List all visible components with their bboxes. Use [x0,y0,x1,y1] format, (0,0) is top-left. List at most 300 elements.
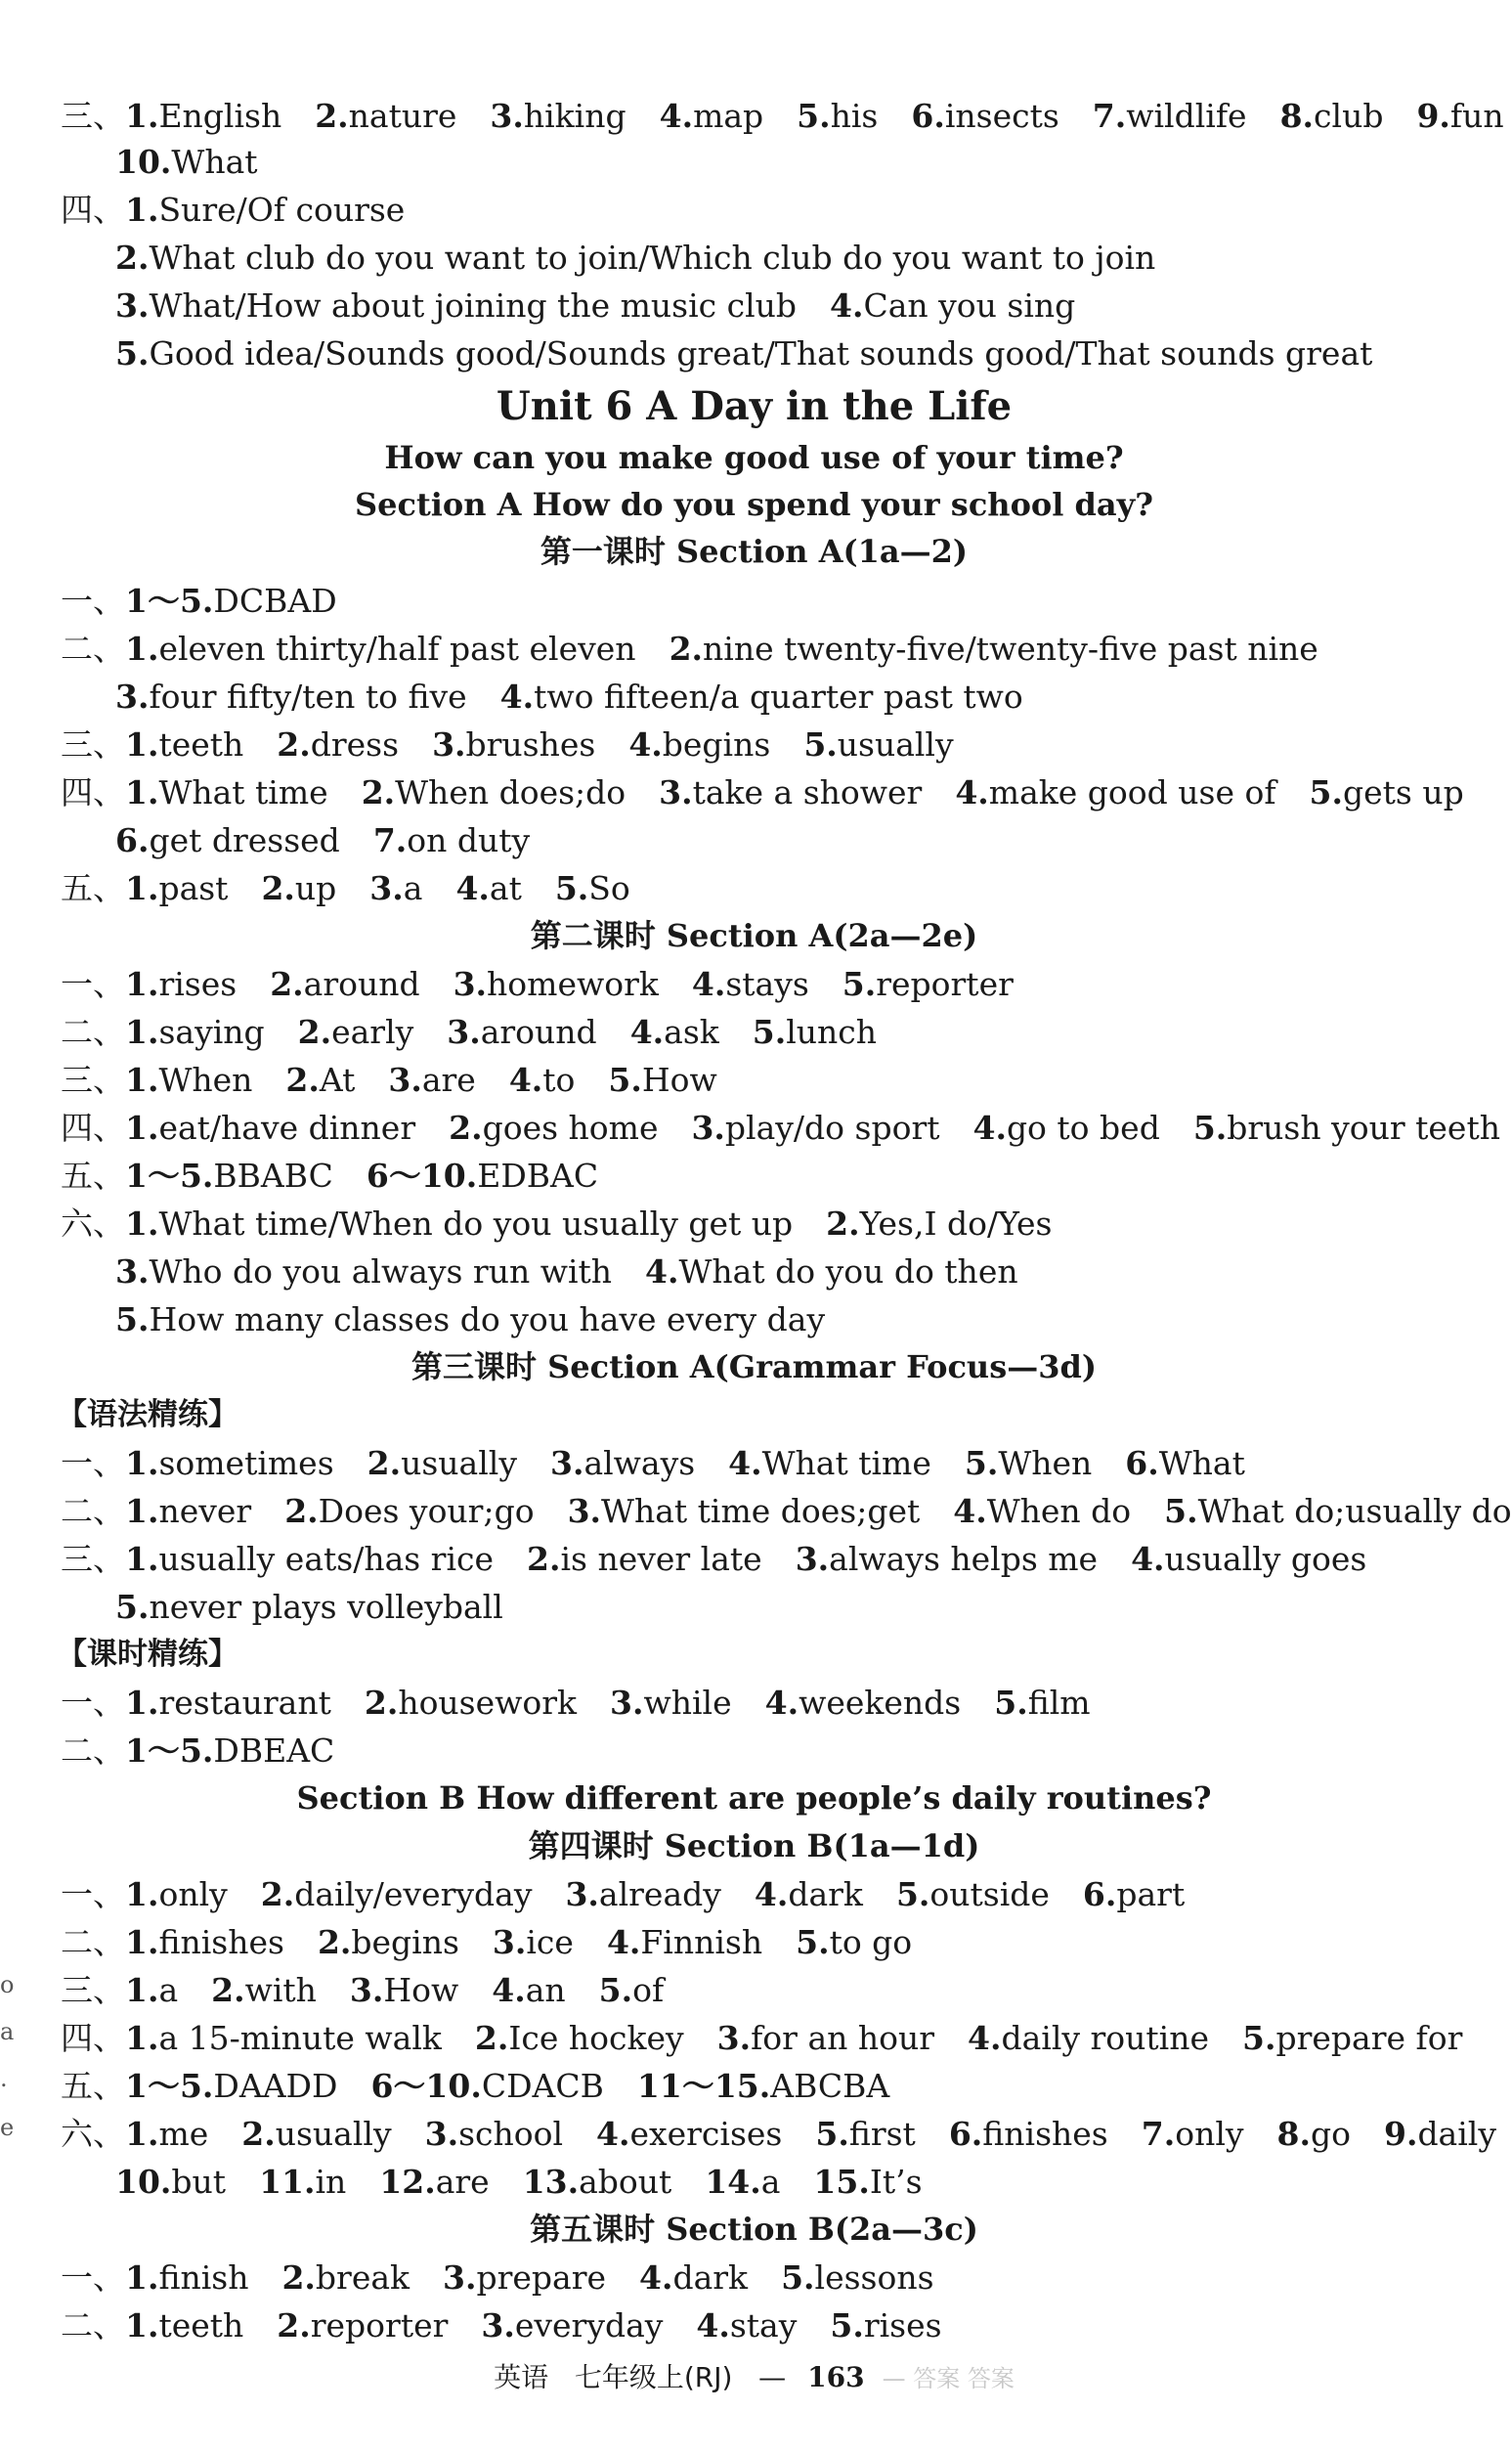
answer-line [61,1154,598,1199]
answer-item [1193,1109,1500,1147]
answer-text: four fifty/ten to five [149,678,467,716]
answer-item [659,773,922,811]
answer-item [125,97,281,135]
answer-number: 3. [481,2306,515,2344]
answer-text: What club do you want to join/Which club do you want to join [149,239,1156,277]
answer-number: 2. [449,1109,483,1147]
answer-text: usually [837,725,954,764]
answer-line [61,1537,1366,1582]
answer-number: 5. [797,97,831,135]
answer-text: teeth [158,725,244,764]
answer-text: sometimes [158,1444,334,1482]
answer-number: 4. [830,286,864,325]
answer-number: 3. [443,2258,477,2297]
answer-item [796,1923,912,1961]
answer-number: 4. [691,965,726,1003]
answer-number: 1. [125,2115,159,2153]
answer-number: 3. [349,1971,384,2009]
question-group-label: 一、 [61,1684,125,1722]
answer-line [115,818,530,863]
lesson-heading: 第五课时 Section B(2a—3c) [530,2211,978,2248]
answer-number: 2. [277,725,311,764]
answer-text: How many classes do you have every day [149,1300,826,1338]
lesson-heading: 第四课时 Section B(1a—1d) [528,1827,980,1864]
answer-number: 5. [598,1971,633,2009]
answer-text: with [244,1971,317,2009]
answer-text: gets up [1343,773,1464,811]
answer-item [1242,2019,1462,2057]
answer-number: 1. [125,2258,159,2297]
answer-text: restaurant [158,1684,331,1722]
answer-number: 4. [754,1875,789,1913]
answer-item [284,1492,534,1530]
lesson-heading: 第三课时 Section A(Grammar Focus—3d) [411,1348,1097,1385]
answer-number: 1. [125,1492,159,1530]
answer-text: play/do sport [724,1109,940,1147]
answer-number: 1. [125,1684,159,1722]
question-group-label: 一、 [61,1875,125,1913]
answer-item [115,1252,612,1291]
answer-number: 4. [628,725,663,764]
question-group-label: 四、 [61,2019,125,2057]
answer-number: 5. [1192,1109,1228,1147]
answer-item [125,1731,334,1770]
question-group-label: 二、 [61,1923,125,1961]
answer-number: 14. [705,2163,761,2201]
answer-item [717,2019,934,2057]
answer-number: 3. [453,965,488,1003]
answer-text: break [315,2258,410,2297]
answer-number: 5. [752,1013,787,1051]
answer-item [1384,2115,1496,2153]
answer-item [994,1684,1090,1722]
answer-item [796,1540,1098,1578]
answer-item [1164,1492,1512,1530]
answer-item [972,1109,1159,1147]
question-group-label: 一、 [61,2258,125,2297]
answer-item [949,2115,1108,2153]
answer-number: 2. [315,97,349,135]
answer-number: 1. [125,1109,159,1147]
answer-line [61,2303,942,2348]
answer-text: fun [1449,97,1504,135]
answer-item [692,965,809,1003]
answer-number: 1～5. [125,1157,214,1195]
answer-item [1131,1540,1366,1578]
answer-text: weekends [799,1684,962,1722]
answer-text: begins [351,1923,459,1961]
answer-number: 2. [361,773,396,811]
answer-number: 2. [115,239,150,277]
answer-text: What time [761,1444,931,1482]
answer-item [599,1971,665,2009]
answer-item [125,1492,251,1530]
answer-number: 2. [364,1684,399,1722]
answer-text: EDBAC [477,1157,599,1195]
answer-text: usually [401,1444,517,1482]
answer-line [61,2112,1496,2157]
answer-number: 1. [125,1013,159,1051]
answer-text: outside [929,1875,1050,1913]
answer-item [277,2306,448,2344]
answer-number: 5. [994,1684,1028,1722]
answer-text: teeth [158,2306,244,2344]
answer-item [1125,1444,1245,1482]
answer-number: 1. [125,869,159,907]
answer-item [125,1923,284,1961]
answer-text: It’s [869,2163,923,2201]
answer-number: 13. [522,2163,580,2201]
answer-item [125,1971,178,2009]
answer-item [125,1157,333,1195]
answer-text: school [458,2115,564,2153]
answer-text: daily routine [1001,2019,1210,2057]
answer-line [61,1968,664,2013]
answer-number: 5. [1242,2019,1276,2057]
answer-text: Does your;go [318,1492,535,1530]
answer-line [61,1106,1500,1151]
answer-line [115,140,258,185]
question-group-label: 三、 [61,1971,125,2009]
answer-text: past [158,869,229,907]
answer-number: 12. [379,2163,436,2201]
answer-item [125,630,636,668]
answer-number: 3. [447,1013,481,1051]
answer-number: 6. [1082,1875,1117,1913]
answer-text: daily/everyday [294,1875,533,1913]
answer-line [61,188,405,233]
answer-item [125,1205,793,1243]
answer-item [896,1875,1050,1913]
answer-item [492,1971,565,2009]
answer-number: 6. [948,2115,983,2153]
answer-item [281,2258,410,2297]
answer-text: are [421,1061,476,1099]
answer-number: 2. [367,1444,402,1482]
answer-text: go to bed [1006,1109,1160,1147]
answer-number: 5. [796,1923,830,1961]
answer-number: 4. [953,1492,987,1530]
answer-text: usually [275,2115,392,2153]
answer-item [765,1684,962,1722]
answer-number: 3. [115,678,150,716]
answer-number: 15. [813,2163,870,2201]
answer-item [781,2258,933,2297]
answer-item [318,1923,459,1961]
answer-number: 3. [432,725,466,764]
answer-number: 2. [285,1061,320,1099]
answer-text: reporter [876,965,1014,1003]
answer-text: How [383,1971,459,2009]
answer-item [481,2306,663,2344]
answer-text: finish [158,2258,249,2297]
answer-number: 3. [492,1923,527,1961]
answer-number: 7. [1092,97,1127,135]
answer-number: 7. [1141,2115,1176,2153]
answer-text: homework [487,965,659,1003]
answer-number: 3. [369,869,404,907]
answer-item [755,1875,863,1913]
answer-item [432,725,595,764]
footer-grade: 七年级上(RJ) [574,2361,733,2393]
answer-item [125,2115,208,2153]
answer-number: 4. [639,2258,673,2297]
answer-text: rises [863,2306,942,2344]
answer-text: get dressed [149,821,340,859]
answer-text: nine twenty-five/twenty-five past nine [703,630,1318,668]
answer-number: 1. [125,2306,159,2344]
answer-text: What time does;get [601,1492,921,1530]
answer-number: 2. [281,2258,316,2297]
answer-number: 2. [270,965,304,1003]
answer-item [365,1684,577,1722]
answer-item [523,2163,672,2201]
answer-item [660,97,764,135]
answer-text: never [158,1492,252,1530]
answer-line [61,579,337,624]
page-footer [0,2358,1508,2398]
answer-text: a [158,1971,179,2009]
answer-number: 5. [554,869,589,907]
answer-item [125,191,405,229]
answer-text: English [158,97,282,135]
edge-bleed-mark: o [0,1971,15,1998]
answer-line [61,627,1318,672]
answer-number: 1. [125,965,159,1003]
answer-text: finishes [982,2115,1108,2153]
answer-text: ABCBA [770,2067,890,2105]
answer-item [369,869,422,907]
answer-number: 1. [125,1444,159,1482]
footer-subject: 英语 [494,2361,549,2393]
answer-number: 2. [241,2115,276,2153]
answer-text: a [403,869,423,907]
answer-item [125,1109,415,1147]
answer-number: 5. [115,1588,150,1626]
answer-text: go [1310,2115,1351,2153]
answer-number: 4. [972,1109,1007,1147]
answer-text: a [760,2163,781,2201]
answer-number: 1. [125,725,159,764]
answer-text: When do [986,1492,1132,1530]
answer-number: 2. [669,630,704,668]
question-group-label: 一、 [61,965,125,1003]
answer-number: 4. [455,869,490,907]
answer-number: 2. [277,2306,311,2344]
answer-number: 4. [659,97,694,135]
answer-text: insects [944,97,1059,135]
answer-text: up [294,869,337,907]
answer-item [803,725,953,764]
answer-text: already [598,1875,721,1913]
answer-line [115,1585,503,1630]
edge-bleed-mark: a [0,2018,15,2045]
answer-item [115,1300,825,1338]
answer-text: exercises [629,2115,783,2153]
answer-item [813,2163,922,2201]
answer-line [61,1202,1052,1247]
answer-text: When [158,1061,253,1099]
answer-item [125,773,328,811]
answer-item [568,1492,921,1530]
answer-number: 5. [608,1061,642,1099]
answer-item [370,2067,603,2105]
answer-item [285,1061,355,1099]
answer-line [61,1010,877,1055]
answer-text: DBEAC [213,1731,335,1770]
answer-number: 3. [490,97,524,135]
question-group-label: 六、 [61,2115,125,2153]
answer-line [61,1489,1512,1534]
answer-item [449,1109,658,1147]
answer-number: 4. [1131,1540,1165,1578]
answer-text: about [579,2163,672,2201]
answer-item [115,143,258,181]
answer-item [1310,773,1464,811]
question-group-label: 三、 [61,725,125,764]
answer-number: 4. [499,678,535,716]
answer-item [125,965,237,1003]
answer-number: 11. [259,2163,316,2201]
answer-number: 2. [211,1971,245,2009]
answer-text: an [525,1971,566,2009]
answer-item [1142,2115,1244,2153]
answer-number: 5. [842,965,877,1003]
answer-line [115,675,1023,720]
answer-item [277,725,399,764]
answer-number: 2. [826,1205,860,1243]
answer-item [607,1923,762,1961]
answer-item [1083,1875,1185,1913]
answer-text: daily [1417,2115,1496,2153]
answer-number: 8. [1279,97,1315,135]
answer-text: always [583,1444,696,1482]
answer-item [115,821,340,859]
answer-item [125,1875,228,1913]
answer-item [454,965,659,1003]
answer-number: 1. [125,191,159,229]
answer-item [259,2163,346,2201]
question-group-label: 五、 [61,2067,125,2105]
answer-number: 3. [610,1684,644,1722]
answer-text: So [588,869,630,907]
answer-item [125,1684,331,1722]
answer-text: goes home [482,1109,659,1147]
answer-item [125,869,228,907]
answer-line [115,236,1155,281]
answer-text: At [319,1061,356,1099]
answer-number: 4. [955,773,989,811]
answer-text: on duty [407,821,531,859]
answer-text: saying [158,1013,265,1051]
answer-text: first [848,2115,916,2153]
answer-item [953,1492,1131,1530]
answer-item [1416,97,1503,135]
answer-item [565,1875,720,1913]
answer-text: while [643,1684,732,1722]
answer-number: 3. [716,2019,752,2057]
answer-text: finishes [158,1923,284,1961]
answer-text: What time [158,773,328,811]
practice-heading: 【课时精练】 [57,1637,238,1672]
answer-number: 4. [596,2115,630,2153]
lesson-heading: 第二课时 Section A(2a—2e) [530,917,978,954]
answer-item [261,869,336,907]
answer-number: 3. [565,1875,599,1913]
answer-number: 1. [125,1923,159,1961]
question-group-label: 三、 [61,97,125,135]
answer-item [911,97,1058,135]
answer-text: prepare for [1275,2019,1463,2057]
answer-line [61,94,1504,139]
answer-line [61,723,954,767]
answer-text: is never late [560,1540,762,1578]
answer-text: two fifteen/a quarter past two [534,678,1023,716]
answer-line [61,1441,1245,1486]
answer-item [691,1109,939,1147]
answer-line [115,284,1075,329]
question-group-label: 三、 [61,1061,125,1099]
answer-number: 4. [629,1013,665,1051]
answer-number: 2. [260,1875,295,1913]
answer-text: What/How about joining the music club [149,286,798,325]
answer-item [211,1971,317,2009]
answer-item [610,1684,732,1722]
answer-item [367,1157,598,1195]
answer-item [490,97,626,135]
question-group-label: 三、 [61,1540,125,1578]
answer-text: lunch [786,1013,877,1051]
answer-item [379,2163,489,2201]
answer-number: 2. [527,1540,561,1578]
answer-number: 3. [115,286,150,325]
answer-number: 5. [115,334,150,372]
answer-item [1093,97,1247,135]
section-heading: How can you make good use of your time? [384,439,1124,476]
answer-text: Can you sing [863,286,1076,325]
answer-item [955,773,1275,811]
answer-item [475,2019,684,2057]
answer-item [241,2115,391,2153]
answer-item [125,582,337,620]
answer-line [115,2160,923,2205]
answer-item [830,2306,941,2344]
answer-text: eat/have dinner [158,1109,416,1147]
answer-line [61,2016,1462,2061]
answer-number: 10. [115,143,172,181]
answer-number: 5. [115,1300,150,1338]
answer-number: 2. [317,1923,352,1961]
answer-line [61,1681,1091,1726]
answer-line [61,866,630,911]
answer-item [965,1444,1092,1482]
answer-text: prepare [476,2258,607,2297]
answer-text: are [435,2163,490,2201]
answer-item [447,1013,596,1051]
answer-line [115,331,1372,376]
question-group-label: 四、 [61,773,125,811]
answer-number: 3. [388,1061,422,1099]
answer-number: 1. [125,1205,159,1243]
answer-text: at [489,869,522,907]
answer-line [115,1297,825,1342]
answer-number: 1. [125,1540,159,1578]
question-group-label: 二、 [61,630,125,668]
answer-number: 5. [803,725,838,764]
section-heading: Section B How different are people’s daily routines? [296,1779,1212,1817]
answer-text: usually eats/has rice [158,1540,495,1578]
answer-text: Ice hockey [508,2019,684,2057]
